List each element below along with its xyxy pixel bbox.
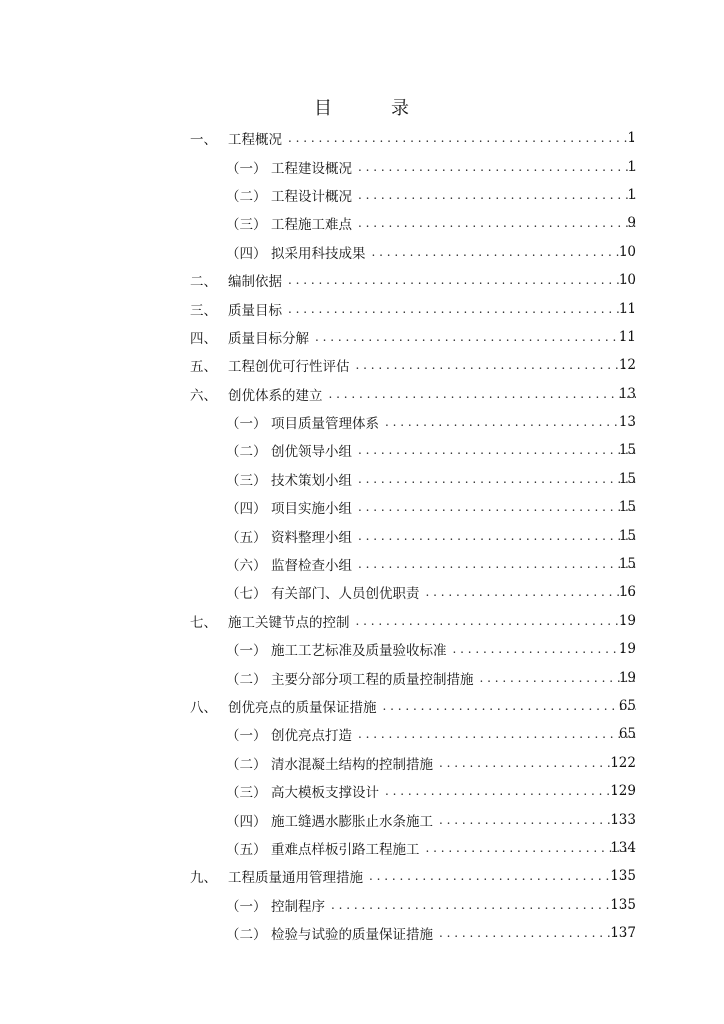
toc-dot-leader: [372, 245, 637, 259]
toc-entry-page-number: 1: [627, 158, 636, 175]
toc-entry-page-number: 15: [618, 470, 636, 487]
toc-entry-title-wrap: [228, 866, 636, 886]
toc-entry-number: （五）: [226, 841, 267, 858]
toc-entry-title: 施工关键节点的控制: [228, 614, 350, 631]
toc-entry-number: （三）: [226, 217, 267, 234]
toc-dot-leader: [329, 387, 637, 401]
toc-entry-page-number: 134: [610, 839, 636, 856]
toc-dot-leader: [358, 160, 636, 174]
toc-entry-page-number: 11: [618, 328, 636, 345]
toc-entry-number: （四）: [226, 813, 267, 830]
toc-entry-page-number: 19: [618, 641, 636, 658]
toc-entry-title: 控制程序: [271, 898, 325, 915]
toc-dot-leader: [331, 898, 636, 912]
toc-entry-title: 重难点样板引路工程施工: [271, 841, 420, 858]
toc-entry-title: 高大模板支撑设计: [271, 785, 379, 802]
toc-entry-page-number: 65: [618, 726, 636, 743]
toc-entry[interactable]: [0, 465, 724, 493]
toc-entry-page-number: 9: [627, 215, 636, 232]
toc-entry[interactable]: [0, 663, 724, 691]
toc-entry-title: 质量目标分解: [228, 330, 309, 347]
toc-entry-number: （一）: [226, 160, 267, 177]
toc-dot-leader: [358, 188, 636, 202]
toc-entry-title: 资料整理小组: [271, 529, 352, 546]
toc-entry[interactable]: [0, 521, 724, 549]
toc-entry-title-wrap: [271, 554, 636, 574]
toc-entry-title: 拟采用科技成果: [271, 245, 366, 262]
toc-entry[interactable]: [0, 720, 724, 748]
toc-entry[interactable]: [0, 607, 724, 635]
toc-entry[interactable]: [0, 436, 724, 464]
toc-dot-leader: [356, 358, 637, 372]
toc-entry[interactable]: [0, 380, 724, 408]
toc-entry-number: （一）: [226, 898, 267, 915]
toc-title-part1: 目: [314, 98, 333, 119]
toc-entry-number: 六、: [190, 387, 217, 404]
toc-entry[interactable]: [0, 266, 724, 294]
toc-entry-title: 工程概况: [228, 132, 282, 149]
toc-entry-number: （五）: [226, 529, 267, 546]
toc-entry-number: 一、: [190, 132, 217, 149]
toc-list: [0, 124, 724, 947]
toc-entry[interactable]: [0, 209, 724, 237]
toc-entry-title: 编制依据: [228, 274, 282, 291]
toc-entry-number: （二）: [226, 756, 267, 773]
toc-dot-leader: [426, 841, 637, 855]
toc-dot-leader: [358, 472, 636, 486]
toc-entry-title: 创优体系的建立: [228, 387, 323, 404]
toc-dot-leader: [358, 443, 636, 457]
toc-entry[interactable]: [0, 408, 724, 436]
toc-entry-page-number: 19: [618, 612, 636, 629]
toc-entry-title: 工程质量通用管理措施: [228, 870, 363, 887]
toc-entry-page-number: 129: [610, 783, 636, 800]
toc-entry-number: （一）: [226, 728, 267, 745]
toc-entry-title-wrap: [271, 469, 636, 489]
toc-entry-title-wrap: [271, 185, 636, 205]
toc-entry-number: 四、: [190, 330, 217, 347]
toc-entry[interactable]: [0, 294, 724, 322]
toc-entry[interactable]: [0, 238, 724, 266]
toc-entry-page-number: 15: [618, 527, 636, 544]
toc-entry-title: 技术策划小组: [271, 472, 352, 489]
toc-entry[interactable]: [0, 351, 724, 379]
toc-entry[interactable]: [0, 578, 724, 606]
toc-entry-page-number: 133: [610, 811, 636, 828]
toc-dot-leader: [288, 273, 636, 287]
toc-entry-title: 主要分部分项工程的质量控制措施: [271, 671, 474, 688]
toc-entry-title: 有关部门、人员创优职责: [271, 586, 420, 603]
toc-entry-title: 创优亮点的质量保证措施: [228, 700, 377, 716]
toc-dot-leader: [315, 330, 636, 344]
toc-entry[interactable]: [0, 181, 724, 209]
toc-entry-page-number: 1: [627, 186, 636, 203]
toc-entry-title-wrap: [228, 384, 636, 404]
toc-entry-title-wrap: [271, 412, 636, 432]
toc-entry[interactable]: [0, 635, 724, 663]
toc-entry-page-number: 10: [618, 243, 636, 260]
toc-entry-title-wrap: [271, 668, 636, 688]
toc-entry[interactable]: [0, 493, 724, 521]
toc-entry-title-wrap: [228, 355, 636, 375]
toc-entry-title: 清水混凝土结构的控制措施: [271, 756, 433, 773]
toc-entry-title: 工程设计概况: [271, 188, 352, 205]
toc-entry-page-number: 13: [618, 385, 636, 402]
toc-entry-number: （三）: [226, 785, 267, 802]
toc-dot-leader: [426, 585, 637, 599]
toc-entry[interactable]: [0, 777, 724, 805]
toc-entry-number: （二）: [226, 188, 267, 205]
toc-dot-leader: [358, 529, 636, 543]
toc-entry-page-number: 10: [618, 272, 636, 289]
toc-entry[interactable]: [0, 834, 724, 862]
toc-entry-page-number: 135: [610, 868, 636, 885]
toc-entry-page-number: 15: [618, 499, 636, 516]
toc-entry-title-wrap: [228, 611, 636, 631]
toc-entry-number: （二）: [226, 927, 267, 944]
toc-entry-number: 五、: [190, 359, 217, 376]
toc-dot-leader: [383, 699, 637, 713]
toc-entry[interactable]: [0, 152, 724, 180]
toc-entry[interactable]: [0, 124, 724, 152]
toc-entry-title-wrap: [271, 838, 636, 858]
toc-entry-number: （六）: [226, 558, 267, 575]
toc-entry-title-wrap: [271, 213, 636, 233]
toc-entry-title-wrap: [271, 526, 636, 546]
toc-entry[interactable]: [0, 749, 724, 777]
toc-entry-number: （二）: [226, 444, 267, 461]
toc-entry-title-wrap: [271, 639, 636, 659]
toc-entry-title-wrap: [271, 895, 636, 915]
toc-entry-page-number: 65: [618, 698, 636, 714]
toc-entry-number: （四）: [226, 245, 267, 262]
toc-title: [0, 94, 724, 120]
toc-entry-page-number: 12: [618, 357, 636, 374]
toc-entry-title-wrap: [228, 270, 636, 290]
toc-dot-leader: [288, 131, 636, 145]
toc-entry-number: 七、: [190, 614, 217, 631]
toc-entry-number: （三）: [226, 472, 267, 489]
toc-dot-leader: [385, 415, 636, 429]
toc-entry-page-number: 11: [618, 300, 636, 317]
toc-entry-number: 二、: [190, 274, 217, 291]
toc-entry[interactable]: [0, 805, 724, 833]
toc-entry-title-wrap: [271, 497, 636, 517]
toc-dot-leader: [358, 216, 636, 230]
toc-entry-title-wrap: [228, 128, 636, 148]
toc-entry-title: 质量目标: [228, 302, 282, 319]
toc-entry[interactable]: [0, 862, 724, 890]
toc-entry[interactable]: [0, 919, 724, 947]
toc-dot-leader: [385, 784, 636, 798]
toc-dot-leader: [439, 813, 636, 827]
toc-entry-number: （一）: [226, 416, 267, 433]
toc-entry-page-number: 15: [618, 442, 636, 459]
toc-entry-number: 八、: [190, 700, 217, 716]
toc-entry-title-wrap: [271, 781, 636, 801]
toc-entry-page-number: 122: [610, 754, 636, 771]
toc-entry-page-number: 16: [618, 584, 636, 601]
toc-entry-title-wrap: [271, 753, 636, 773]
toc-entry-title: 创优亮点打造: [271, 728, 352, 745]
toc-entry-title: 监督检查小组: [271, 558, 352, 575]
toc-entry-number: （一）: [226, 643, 267, 660]
toc-entry-title-wrap: [271, 582, 636, 602]
toc-entry-number: 九、: [190, 870, 217, 887]
toc-entry-page-number: 1: [627, 130, 636, 147]
toc-entry-title-wrap: [271, 923, 636, 943]
toc-entry-page-number: 19: [618, 669, 636, 686]
toc-entry-title: 工程建设概况: [271, 160, 352, 177]
toc-dot-leader: [356, 614, 637, 628]
toc-dot-leader: [288, 302, 636, 316]
toc-entry-page-number: 137: [610, 925, 636, 942]
toc-entry-title: 创优领导小组: [271, 444, 352, 461]
toc-entry-title-wrap: [228, 327, 636, 347]
toc-entry[interactable]: [0, 550, 724, 578]
toc-entry-title-wrap: [228, 299, 636, 319]
toc-entry-title: 检验与试验的质量保证措施: [271, 927, 433, 944]
toc-entry-title: 施工工艺标准及质量验收标准: [271, 643, 447, 660]
toc-title-part2: 录: [391, 98, 410, 119]
toc-entry[interactable]: [0, 891, 724, 919]
toc-entry-number: （七）: [226, 586, 267, 603]
toc-entry-title-wrap: [271, 810, 636, 830]
toc-entry-page-number: 13: [618, 414, 636, 431]
toc-entry[interactable]: [0, 323, 724, 351]
toc-entry-number: （四）: [226, 501, 267, 518]
toc-entry-number: 三、: [190, 302, 217, 319]
toc-entry-title-wrap: [271, 157, 636, 177]
toc-entry-page-number: 135: [610, 896, 636, 913]
toc-entry[interactable]: [0, 692, 724, 720]
toc-entry-title: 工程创优可行性评估: [228, 359, 350, 376]
toc-entry-page-number: 15: [618, 556, 636, 573]
toc-entry-title: 项目实施小组: [271, 501, 352, 518]
toc-entry-title-wrap: [228, 696, 636, 716]
toc-dot-leader: [369, 869, 636, 883]
toc-dot-leader: [358, 727, 636, 741]
toc-entry-title: 工程施工难点: [271, 217, 352, 234]
toc-entry-title-wrap: [271, 242, 636, 262]
toc-entry-title-wrap: [271, 440, 636, 460]
toc-entry-title: 项目质量管理体系: [271, 416, 379, 433]
toc-entry-title: 施工缝遇水膨胀止水条施工: [271, 813, 433, 830]
toc-dot-leader: [439, 926, 636, 940]
toc-dot-leader: [358, 500, 636, 514]
toc-dot-leader: [439, 756, 636, 770]
toc-entry-title-wrap: [271, 724, 636, 744]
toc-entry-number: （二）: [226, 671, 267, 688]
toc-dot-leader: [358, 557, 636, 571]
